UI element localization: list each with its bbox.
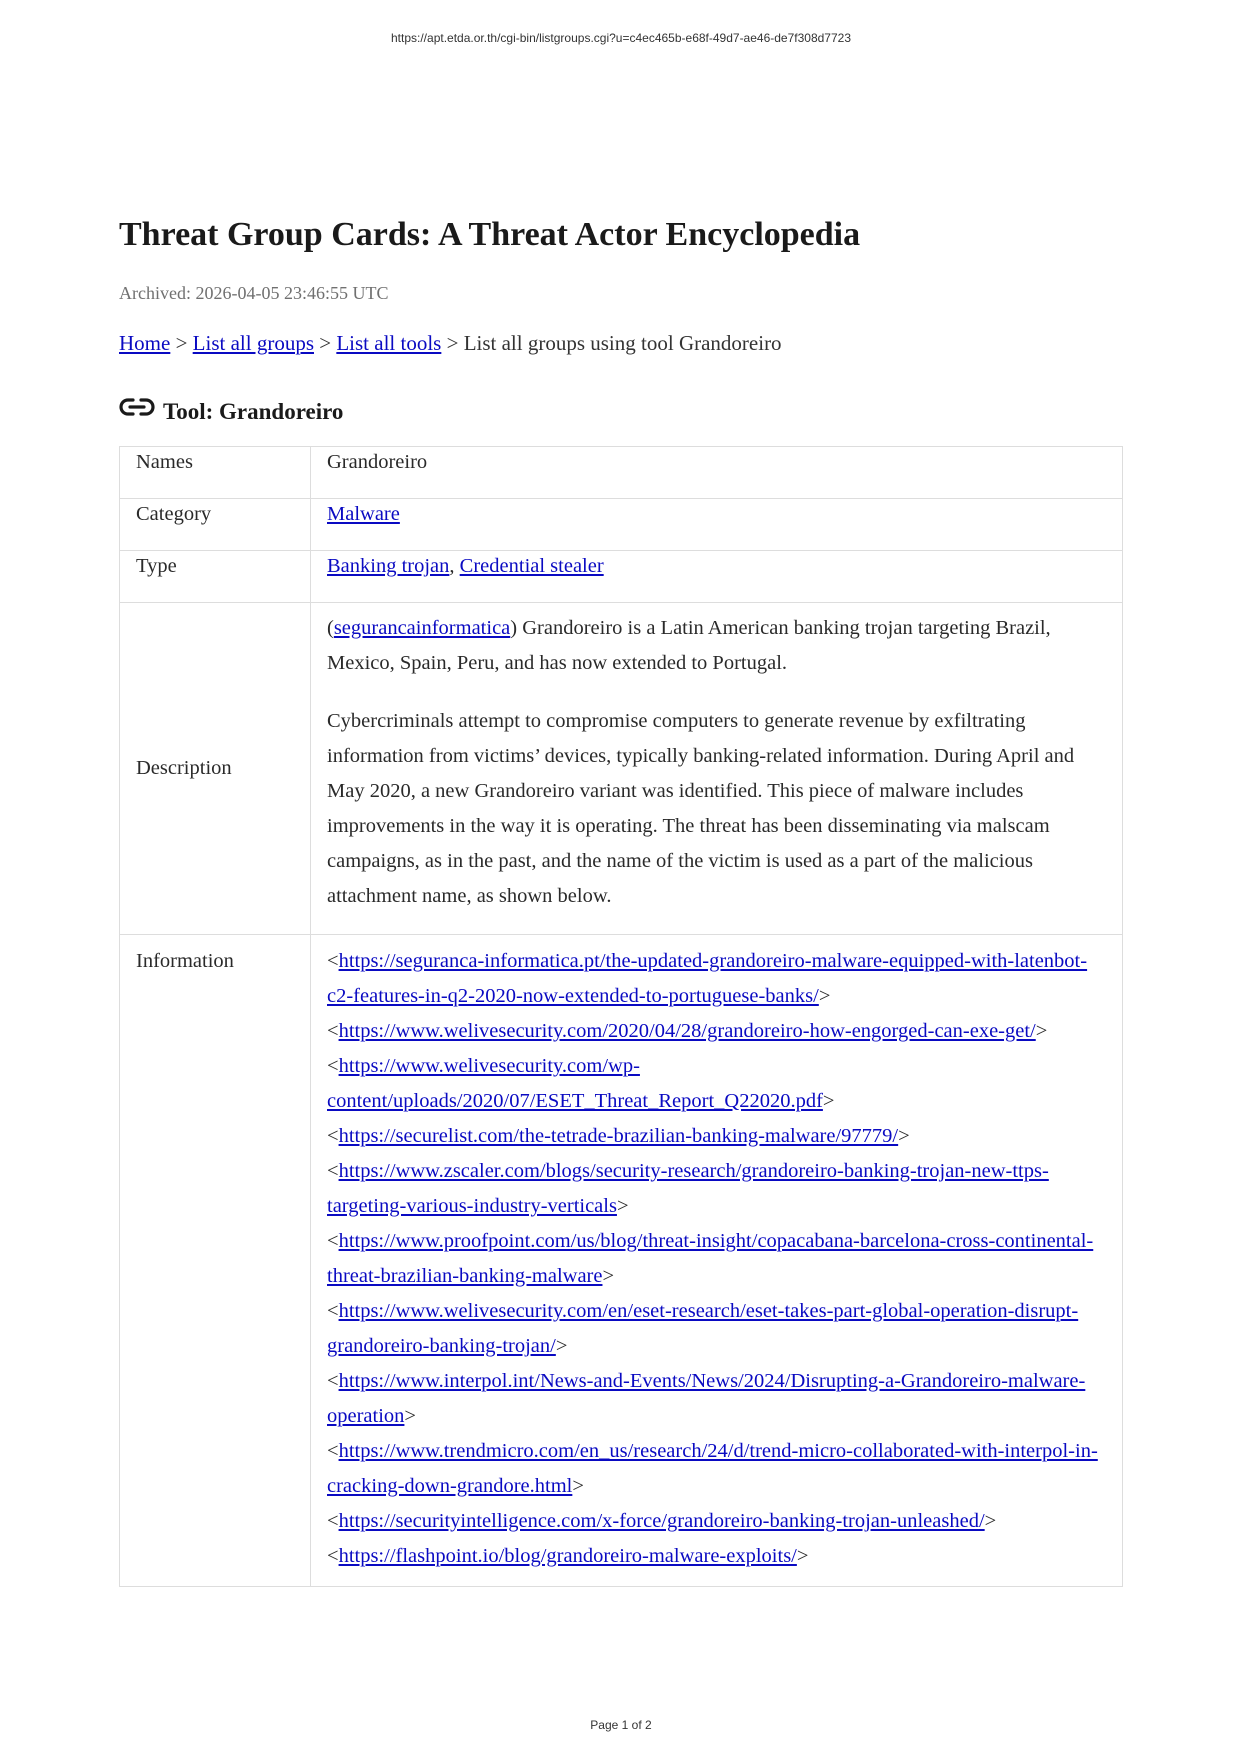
description-text-1: ) Grandoreiro is a Latin American banking trojan targeting Brazil, Mexico, Spain, Peru, and has now extended to Portugal. xyxy=(327,617,1051,674)
type-banking-trojan-link[interactable]: Banking trojan xyxy=(327,555,450,577)
link-icon xyxy=(119,396,155,418)
type-separator: , xyxy=(449,555,460,577)
description-paragraph-2: Cybercriminals attempt to compromise computers to generate revenue by exfiltrating information from victims’ devices, typically banking-related information. During April and May 2020, a new Grandoreiro variant was identified. This piece of malware includes improvements in the way it is operating. The threat has been disseminating via malscam campaigns, as in the past, and the name of the victim is used as a part of the malicious attachment name, as shown below. xyxy=(327,710,1075,907)
table-row-type xyxy=(120,551,1123,603)
type-credential-stealer-link[interactable]: Credential stealer xyxy=(459,555,604,577)
category-label: Category xyxy=(120,499,311,551)
table-row-information xyxy=(120,935,1123,1587)
category-malware-link[interactable]: Malware xyxy=(327,503,400,525)
breadcrumb-tools-link[interactable]: List all tools xyxy=(336,331,442,355)
tool-heading xyxy=(119,389,1123,427)
page-title: Threat Group Cards: A Threat Actor Encyclopedia xyxy=(119,216,861,253)
reference-link[interactable]: https://seguranca-informatica.pt/the-updated-grandoreiro-malware-equipped-with-latenbot-c2-features-in-q2-2020-now-extended-to-portuguese-banks/ xyxy=(327,950,1088,1007)
reference-link-item: <https://www.welivesecurity.com/wp-content/uploads/2020/07/ESET_Threat_Report_Q22020.pdf> xyxy=(327,1055,835,1112)
names-label: Names xyxy=(120,447,311,499)
reference-link-item: <https://www.zscaler.com/blogs/security-research/grandoreiro-banking-trojan-new-ttps-targeting-various-industry-verticals> xyxy=(327,1160,1049,1217)
reference-link-item: <https://www.interpol.int/News-and-Events/News/2024/Disrupting-a-Grandoreiro-malware-operation> xyxy=(327,1370,1086,1427)
type-cell xyxy=(311,551,1123,603)
breadcrumb-separator: > xyxy=(446,331,459,355)
reference-link[interactable]: https://www.welivesecurity.com/en/eset-research/eset-takes-part-global-operation-disrupt-grandoreiro-banking-trojan/ xyxy=(327,1300,1079,1357)
breadcrumb-home-link[interactable]: Home xyxy=(119,331,171,355)
reference-link-item: <https://www.welivesecurity.com/2020/04/28/grandoreiro-how-engorged-can-exe-get/> xyxy=(327,1020,1048,1042)
information-cell xyxy=(311,935,1123,1587)
reference-link-item: <https://flashpoint.io/blog/grandoreiro-malware-exploits/> xyxy=(327,1545,809,1567)
reference-link-item: <https://www.trendmicro.com/en_us/research/24/d/trend-micro-collaborated-with-interpol-in-cracking-down-grandore.html> xyxy=(327,1440,1098,1497)
names-value: Grandoreiro xyxy=(311,447,1123,499)
information-label: Information xyxy=(120,935,311,1587)
reference-link[interactable]: https://securityintelligence.com/x-force/grandoreiro-banking-trojan-unleashed/ xyxy=(338,1510,985,1532)
type-label: Type xyxy=(120,551,311,603)
reference-link-item: <https://securityintelligence.com/x-force/grandoreiro-banking-trojan-unleashed/> xyxy=(327,1510,997,1532)
archived-timestamp: Archived: 2026-04-05 23:46:55 UTC xyxy=(119,283,389,303)
tool-title: Tool: Grandoreiro xyxy=(163,399,344,424)
reference-link[interactable]: https://www.zscaler.com/blogs/security-research/grandoreiro-banking-trojan-new-ttps-targeting-various-industry-verticals xyxy=(327,1160,1049,1217)
breadcrumb-separator: > xyxy=(319,331,332,355)
reference-link-item: <https://securelist.com/the-tetrade-brazilian-banking-malware/97779/> xyxy=(327,1125,910,1147)
description-source-link[interactable]: segurancainformatica xyxy=(333,617,511,639)
reference-link[interactable]: https://securelist.com/the-tetrade-brazilian-banking-malware/97779/ xyxy=(338,1125,899,1147)
tool-info-table xyxy=(119,446,1123,1587)
description-cell xyxy=(311,603,1123,935)
reference-link[interactable]: https://www.welivesecurity.com/wp-content/uploads/2020/07/ESET_Threat_Report_Q22020.pdf xyxy=(327,1055,823,1112)
breadcrumb-groups-link[interactable]: List all groups xyxy=(192,331,314,355)
reference-link[interactable]: https://www.trendmicro.com/en_us/research/24/d/trend-micro-collaborated-with-interpol-in-cracking-down-grandore.html xyxy=(327,1440,1098,1497)
reference-link[interactable]: https://www.welivesecurity.com/2020/04/28/grandoreiro-how-engorged-can-exe-get/ xyxy=(338,1020,1036,1042)
breadcrumb-separator: > xyxy=(175,331,188,355)
category-cell xyxy=(311,499,1123,551)
reference-link[interactable]: https://flashpoint.io/blog/grandoreiro-malware-exploits/ xyxy=(338,1545,797,1567)
description-label: Description xyxy=(120,603,311,935)
reference-link[interactable]: https://www.proofpoint.com/us/blog/threat-insight/copacabana-barcelona-cross-continental-threat-brazilian-banking-malware xyxy=(327,1230,1094,1287)
table-row-names xyxy=(120,447,1123,499)
print-url-header: https://apt.etda.or.th/cgi-bin/listgroups.cgi?u=c4ec465b-e68f-49d7-ae46-de7f308d7723 xyxy=(391,31,851,45)
table-row-description xyxy=(120,603,1123,935)
description-paragraph-1: (segurancainformatica) Grandoreiro is a Latin American banking trojan targeting Brazil, Mexico, Spain, Peru, and has now extended to Portugal. xyxy=(327,617,1051,674)
reference-link[interactable]: https://www.interpol.int/News-and-Events/News/2024/Disrupting-a-Grandoreiro-malware-operation xyxy=(327,1370,1086,1427)
reference-link-item: <https://www.proofpoint.com/us/blog/threat-insight/copacabana-barcelona-cross-continental-threat-brazilian-banking-malware> xyxy=(327,1230,1094,1287)
page-number: Page 1 of 2 xyxy=(590,1718,652,1732)
page-content xyxy=(119,210,1123,1587)
breadcrumb-current: List all groups using tool Grandoreiro xyxy=(463,331,782,355)
reference-link-item: <https://www.welivesecurity.com/en/eset-research/eset-takes-part-global-operation-disrupt-grandoreiro-banking-trojan/> xyxy=(327,1300,1079,1357)
table-row-category xyxy=(120,499,1123,551)
breadcrumb xyxy=(119,328,1123,358)
reference-link-item: <https://seguranca-informatica.pt/the-updated-grandoreiro-malware-equipped-with-latenbot-c2-features-in-q2-2020-now-extended-to-portuguese-banks/> xyxy=(327,950,1088,1007)
